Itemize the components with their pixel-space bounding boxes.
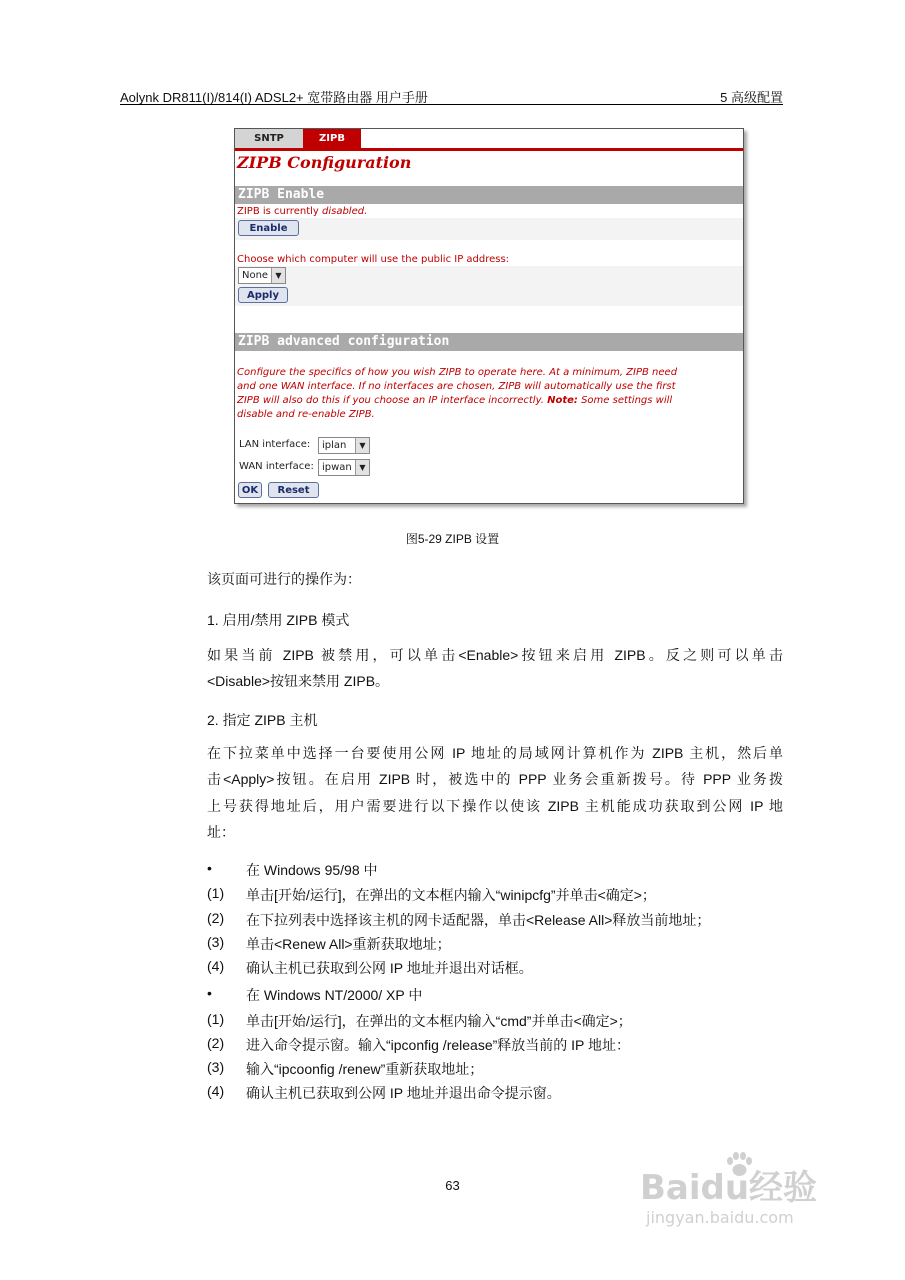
header-chapter: 5 高级配置	[720, 90, 783, 105]
status-prefix: ZIPB is currently	[237, 206, 322, 217]
tab-sntp[interactable]: SNTP	[235, 129, 303, 149]
tab-bar	[235, 129, 743, 149]
apply-button[interactable]: Apply	[238, 287, 288, 303]
lan-interface-value: iplan	[322, 440, 347, 451]
win98-step-num: (3)	[207, 934, 225, 950]
lan-interface-select[interactable]	[318, 437, 370, 454]
advanced-desc-line4: disable and re-enable ZIPB.	[237, 409, 375, 420]
enable-section-heading: ZIPB Enable	[235, 186, 743, 204]
status-value: disabled.	[322, 206, 368, 217]
winnt-step-text: 单击[开始/运行]，在弹出的文本框内输入“cmd”并单击<确定>；	[246, 1013, 632, 1029]
win98-step-text: 确认主机已获取到公网 IP 地址并退出对话框。	[246, 960, 533, 976]
page-title: ZIPB Configuration	[237, 153, 412, 172]
section-heading-1: 1. 启用/禁用 ZIPB 模式	[207, 612, 350, 628]
winnt-step-text: 进入命令提示窗。输入“ipconfig /release”释放当前的 IP 地址：	[246, 1037, 631, 1053]
advanced-desc-line3	[237, 395, 672, 406]
para2-line2: 击<Apply>按钮。在启用 ZIPB 时，被选中的 PPP 业务会重新拨号。待 PPP 业务拨	[207, 771, 783, 787]
winnt-heading: 在 Windows NT/2000/ XP 中	[246, 987, 423, 1003]
para1-line2: <Disable>按钮来禁用 ZIPB。	[207, 673, 390, 689]
intro-text: 该页面可进行的操作为：	[207, 571, 361, 587]
ok-button[interactable]: OK	[238, 482, 262, 498]
winnt-step-num: (3)	[207, 1059, 225, 1075]
computer-select-value: None	[242, 270, 269, 281]
choose-computer-label: Choose which computer will use the public IP address:	[237, 254, 510, 265]
advanced-section-heading: ZIPB advanced configuration	[235, 333, 743, 351]
win98-step-num: (2)	[207, 910, 225, 926]
winnt-step-text: 确认主机已获取到公网 IP 地址并退出命令提示窗。	[246, 1085, 561, 1101]
winnt-step-num: (1)	[207, 1011, 225, 1027]
watermark-url: jingyan.baidu.com	[646, 1208, 794, 1227]
page-number: 63	[445, 1178, 460, 1193]
zipb-status	[237, 206, 367, 217]
tab-zipb[interactable]: ZIPB	[303, 129, 361, 149]
chevron-down-icon: ▼	[355, 438, 369, 453]
win98-step-text: 单击[开始/运行]，在弹出的文本框内输入“winipcfg”并单击<确定>；	[246, 887, 656, 903]
wan-interface-value: ipwan	[322, 462, 352, 473]
para1-line1: 如果当前 ZIPB 被禁用，可以单击<Enable>按钮来启用 ZIPB。反之则可以单击	[207, 647, 783, 663]
watermark-logo: Baidu经验	[640, 1168, 818, 1208]
desc-line3b: Some settings will	[577, 395, 673, 406]
tab-underline	[235, 148, 743, 151]
win98-step-num: (1)	[207, 885, 225, 901]
section-heading-2: 2. 指定 ZIPB 主机	[207, 712, 318, 728]
win98-heading: 在 Windows 95/98 中	[246, 862, 378, 878]
apply-row	[235, 266, 743, 306]
para2-line3: 上号获得地址后，用户需要进行以下操作以使该 ZIPB 主机能成功获取到公网 IP 地	[207, 798, 783, 814]
winnt-step-num: (2)	[207, 1035, 225, 1051]
win98-step-text: 单击<Renew All>重新获取地址；	[246, 936, 451, 952]
wan-interface-label: WAN interface:	[239, 461, 314, 472]
header-title: Aolynk DR811(I)/814(I) ADSL2+ 宽带路由器 用户手册	[120, 90, 428, 105]
win98-step-text: 在下拉列表中选择该主机的网卡适配器，单击<Release All>释放当前地址；	[246, 912, 711, 928]
enable-button[interactable]: Enable	[238, 220, 299, 236]
chevron-down-icon: ▼	[355, 460, 369, 475]
desc-line3a: ZIPB will also do this if you choose an IP interface incorrectly.	[237, 395, 548, 406]
advanced-desc-line1: Configure the specifics of how you wish ZIPB to operate here. At a minimum, ZIPB need	[237, 367, 678, 378]
winnt-step-num: (4)	[207, 1083, 225, 1099]
wan-interface-select[interactable]	[318, 459, 370, 476]
figure-caption: 图5-29 ZIPB 设置	[405, 532, 500, 546]
bullet-icon: •	[207, 985, 212, 1001]
win98-step-num: (4)	[207, 958, 225, 974]
zipb-screenshot	[234, 128, 744, 504]
header-rule	[120, 104, 783, 105]
computer-select[interactable]	[238, 267, 286, 284]
para2-line1: 在下拉菜单中选择一台要使用公网 IP 地址的局域网计算机作为 ZIPB 主机，然后单	[207, 745, 783, 761]
para2-line4: 址：	[207, 824, 235, 840]
chevron-down-icon: ▼	[271, 268, 285, 283]
winnt-step-text: 输入“ipcoonfig /renew”重新获取地址；	[246, 1061, 484, 1077]
bullet-icon: •	[207, 860, 212, 876]
enable-row	[235, 218, 743, 240]
reset-button[interactable]: Reset	[268, 482, 319, 498]
lan-interface-label: LAN interface:	[239, 439, 311, 450]
advanced-desc-line2: and one WAN interface. If no interfaces are chosen, ZIPB will automatically use the first	[237, 381, 676, 392]
desc-note: Note:	[547, 395, 578, 406]
